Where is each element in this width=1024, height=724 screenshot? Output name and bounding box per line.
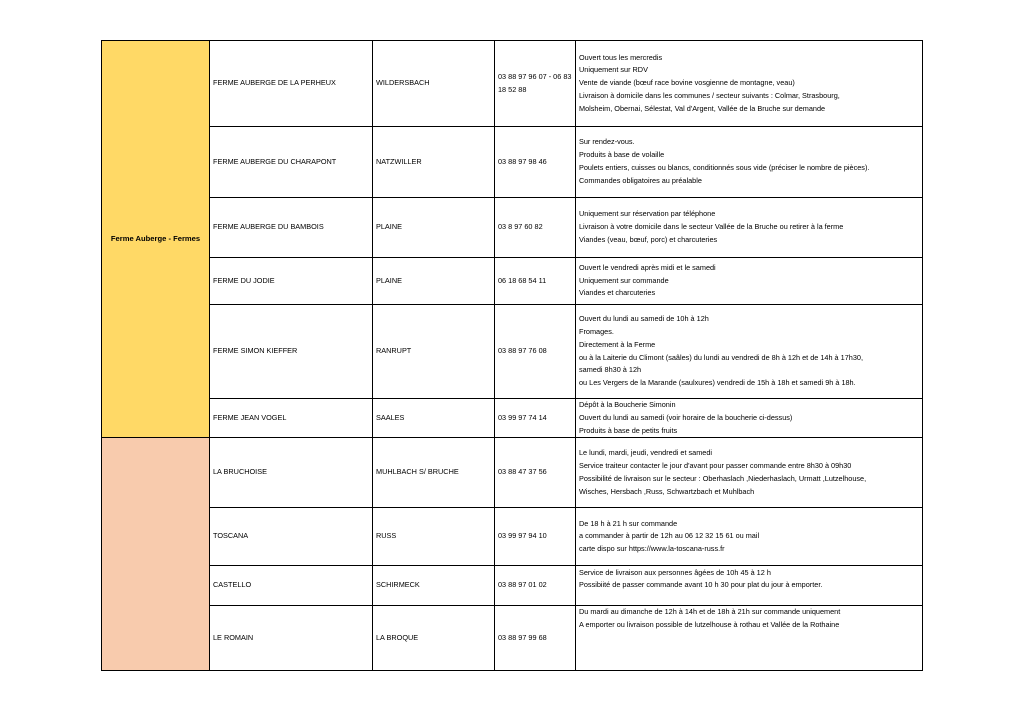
info-cell bbox=[576, 508, 923, 566]
phone-cell: 03 88 97 76 08 bbox=[495, 305, 576, 399]
info-line: Viandes (veau, bœuf, porc) et charcuteries bbox=[579, 234, 718, 244]
info-cell bbox=[576, 41, 923, 127]
info-line bbox=[579, 632, 919, 645]
town-cell: RUSS bbox=[373, 508, 495, 566]
info-cell bbox=[576, 258, 923, 305]
table-row bbox=[102, 41, 923, 127]
producer-name-cell: FERME AUBERGE DU CHARAPONT bbox=[210, 127, 373, 198]
town-cell: NATZWILLER bbox=[373, 127, 495, 198]
phone-cell: 03 88 97 99 68 bbox=[495, 606, 576, 671]
info-line: Wisches, Hersbach ,Russ, Schwartzbach et Muhlbach bbox=[579, 486, 755, 496]
info-line: Ouvert tous les mercredis bbox=[579, 52, 663, 62]
town-cell: PLAINE bbox=[373, 198, 495, 258]
info-line: Produits à base de petits fruits bbox=[579, 425, 678, 435]
info-cell bbox=[576, 399, 923, 438]
info-cell bbox=[576, 606, 923, 671]
info-line: Fromages. bbox=[579, 326, 614, 336]
info-cell bbox=[576, 198, 923, 258]
town-cell: WILDERSBACH bbox=[373, 41, 495, 127]
info-line: samedi 8h30 à 12h bbox=[579, 365, 642, 375]
producer-name-cell: FERME AUBERGE DE LA PERHEUX bbox=[210, 41, 373, 127]
table-row bbox=[102, 606, 923, 671]
info-line: ou à la Laiterie du Climont (saâles) du lundi au vendredi de 8h à 12h et de 14h à 17h30, bbox=[579, 352, 863, 362]
table-row bbox=[102, 127, 923, 198]
table-row bbox=[102, 198, 923, 258]
info-line: Le lundi, mardi, jeudi, vendredi et samedi bbox=[579, 448, 713, 458]
info-line: Sur rendez-vous. bbox=[579, 137, 635, 147]
info-line: ou Les Vergers de la Marande (saulxures) vendredi de 15h à 18h et samedi 9h à 18h. bbox=[579, 378, 856, 388]
town-cell: RANRUPT bbox=[373, 305, 495, 399]
info-line: Uniquement sur RDV bbox=[579, 65, 648, 75]
info-line: Possibilité de livraison sur le secteur : Oberhaslach ,Niederhaslach, Urmatt ,Lutzelhouse, bbox=[579, 473, 867, 483]
info-line: Possibiité de passer commande avant 10 h 30 pour plat du jour à emporter. bbox=[579, 580, 823, 590]
table-row bbox=[102, 305, 923, 399]
table-row bbox=[102, 438, 923, 508]
info-line: De 18 h à 21 h sur commande bbox=[579, 518, 678, 528]
info-line: Produits à base de volaille bbox=[579, 150, 665, 160]
info-line: Ouvert du lundi au samedi de 10h à 12h bbox=[579, 314, 709, 324]
info-line: Service traiteur contacter le jour d'avant pour passer commande entre 8h30 à 09h30 bbox=[579, 461, 852, 471]
producer-name-cell: FERME JEAN VOGEL bbox=[210, 399, 373, 438]
info-line: a commander à partir de 12h au 06 12 32 15 61 ou mail bbox=[579, 531, 760, 541]
phone-cell: 03 88 97 01 02 bbox=[495, 566, 576, 606]
info-line bbox=[579, 645, 919, 658]
info-line: Du mardi au dimanche de 12h à 14h et de 18h à 21h sur commande uniquement bbox=[579, 607, 841, 617]
info-line: Livraison à domicile dans les communes / secteur suivants : Colmar, Strasbourg, bbox=[579, 90, 840, 100]
info-line: Commandes obligatoires au préalable bbox=[579, 175, 702, 185]
category-cell: Ferme Auberge - Fermes bbox=[102, 41, 210, 438]
info-cell bbox=[576, 127, 923, 198]
table-row bbox=[102, 258, 923, 305]
info-line: carte dispo sur https://www.la-toscana-russ.fr bbox=[579, 544, 725, 554]
phone-cell: 03 88 97 98 46 bbox=[495, 127, 576, 198]
info-line: A emporter ou livraison possible de lutzelhouse à rothau et Vallée de la Rothaine bbox=[579, 620, 840, 630]
producer-name-cell: FERME DU JODIE bbox=[210, 258, 373, 305]
table-row bbox=[102, 566, 923, 606]
town-cell: MUHLBACH S/ BRUCHE bbox=[373, 438, 495, 508]
info-line bbox=[579, 592, 919, 605]
info-cell bbox=[576, 305, 923, 399]
phone-cell: 03 8 97 60 82 bbox=[495, 198, 576, 258]
info-line: Poulets entiers, cuisses ou blancs, conditionnés sous vide (préciser le nombre de pièces). bbox=[579, 163, 870, 172]
table-row bbox=[102, 508, 923, 566]
info-line: Molsheim, Obernai, Sélestat, Val d'Argent, Vallée de la Bruche sur demande bbox=[579, 103, 826, 113]
table-row bbox=[102, 399, 923, 438]
phone-cell: 06 18 68 54 11 bbox=[495, 258, 576, 305]
info-line: Uniquement sur réservation par téléphone bbox=[579, 209, 716, 219]
info-line: Ouvert du lundi au samedi (voir horaire de la boucherie ci-dessus) bbox=[579, 412, 793, 422]
info-cell bbox=[576, 566, 923, 606]
info-line: Directement à la Ferme bbox=[579, 339, 656, 349]
info-line: Uniquement sur commande bbox=[579, 275, 669, 285]
info-line bbox=[579, 658, 919, 671]
phone-cell: 03 99 97 74 14 bbox=[495, 399, 576, 438]
info-line: Dépôt à la Boucherie Simonin bbox=[579, 400, 676, 409]
info-line: Viandes et charcuteries bbox=[579, 288, 656, 298]
category-cell bbox=[102, 438, 210, 671]
producer-name-cell: LE ROMAIN bbox=[210, 606, 373, 671]
phone-cell: 03 88 97 96 07 - 06 83 18 52 88 bbox=[495, 41, 576, 127]
producer-name-cell: FERME SIMON KIEFFER bbox=[210, 305, 373, 399]
info-cell bbox=[576, 438, 923, 508]
town-cell: PLAINE bbox=[373, 258, 495, 305]
phone-cell: 03 99 97 94 10 bbox=[495, 508, 576, 566]
info-line: Ouvert le vendredi après midi et le samedi bbox=[579, 262, 716, 272]
info-line: Vente de viande (bœuf race bovine vosgienne de montagne, veau) bbox=[579, 78, 795, 88]
phone-cell: 03 88 47 37 56 bbox=[495, 438, 576, 508]
producer-name-cell: FERME AUBERGE DU BAMBOIS bbox=[210, 198, 373, 258]
town-cell: SAALES bbox=[373, 399, 495, 438]
info-line: Service de livraison aux personnes âgées de 10h 45 à 12 h bbox=[579, 567, 771, 577]
producer-name-cell: TOSCANA bbox=[210, 508, 373, 566]
producer-name-cell: LA BRUCHOISE bbox=[210, 438, 373, 508]
town-cell: LA BROQUE bbox=[373, 606, 495, 671]
producers-table bbox=[101, 40, 923, 671]
producer-name-cell: CASTELLO bbox=[210, 566, 373, 606]
info-line: Livraison à votre domicile dans le secteur Vallée de la Bruche ou retirer à la ferme bbox=[579, 222, 844, 232]
town-cell: SCHIRMECK bbox=[373, 566, 495, 606]
